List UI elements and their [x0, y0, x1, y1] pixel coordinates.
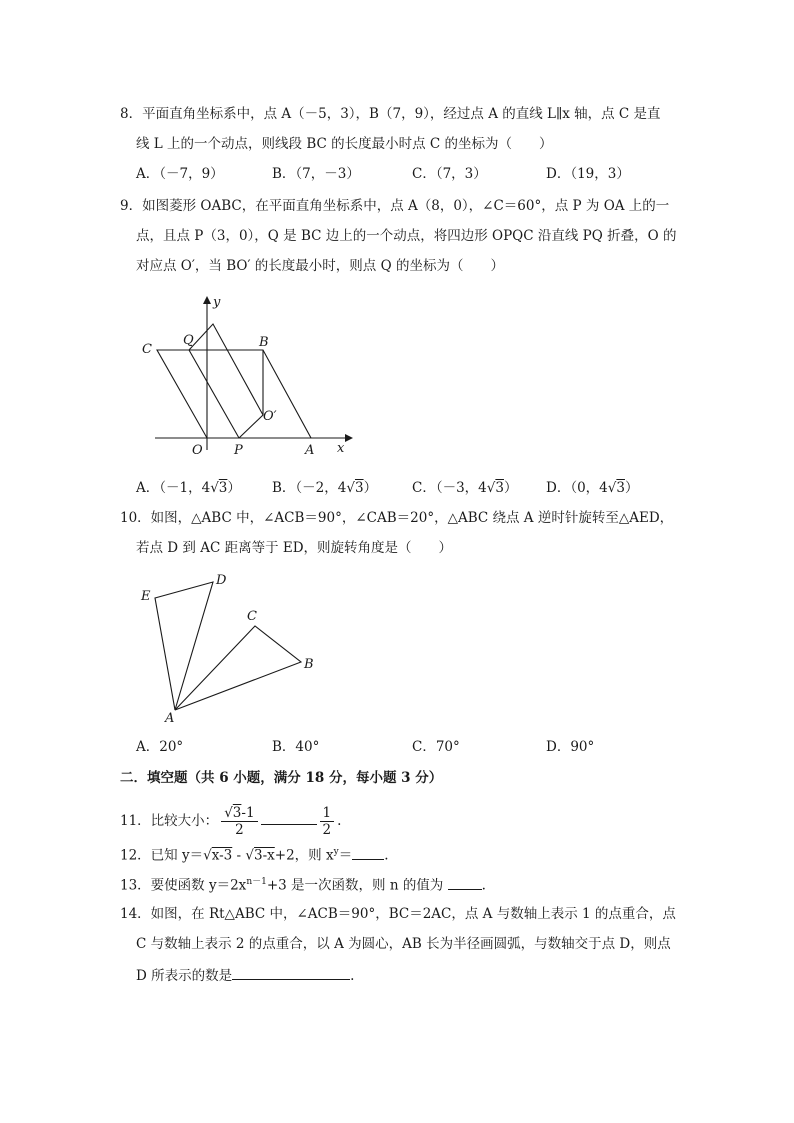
q12-pre: 12．已知 y＝ [120, 847, 204, 864]
label-o-prime: O′ [263, 409, 277, 424]
q10-option-b: B．40° [272, 739, 320, 755]
q9-option-a-post: ） [227, 480, 241, 496]
q14-line1: 14．如图，在 Rt△ABC 中，∠ACB＝90°，BC＝2AC，点 A 与数轴上表示 1 的点重合，点 [120, 906, 676, 922]
radical-sign: √ [607, 480, 617, 496]
radical-sign: √ [203, 847, 212, 864]
radical-sign: √ [486, 480, 496, 496]
q14-line3 [136, 966, 354, 986]
label-d: D [216, 573, 227, 588]
q9-option-d [546, 478, 638, 498]
radical-sign: √ [245, 847, 255, 864]
label-c: C [247, 609, 257, 624]
label-b: B [304, 657, 314, 672]
q9-option-b-pre: B．（－2，4 [272, 480, 347, 496]
q9-option-d-post: ） [624, 480, 639, 496]
label-p: P [234, 443, 243, 458]
q8-option-d: D．（19，3） [546, 166, 630, 182]
x-axis-arrow [345, 434, 353, 442]
q11-pre: 11．比较大小： [120, 813, 219, 829]
q14-line3-end: . [350, 968, 355, 984]
label-y: y [213, 295, 221, 310]
q11-fraction-right [320, 805, 335, 838]
label-q: Q [183, 333, 194, 348]
q13-post: +3 是一次函数，则 n 的值为 [266, 877, 444, 894]
q9-option-c-post: ） [503, 480, 518, 496]
q8-line1: 8．平面直角坐标系中，点 A（－5，3），B（7，9），经过点 A 的直线 L∥x 轴，点 C 是直 [120, 106, 661, 122]
q9-figure-rhombus [135, 290, 365, 460]
q12-end: . [384, 847, 389, 864]
label-x: x [337, 441, 345, 456]
q11-end: . [337, 813, 342, 829]
q11-frac1-den: 2 [235, 822, 244, 838]
q11 [120, 804, 341, 840]
q10-option-c: C．70° [412, 739, 460, 755]
q10-option-d: D．90° [546, 739, 595, 755]
q12-answer-blank[interactable] [352, 859, 384, 860]
label-c: C [142, 342, 152, 357]
label-b: B [259, 335, 269, 350]
q11-frac2-num: 1 [320, 805, 335, 822]
q10-figure-rotation [135, 566, 325, 726]
label-o: O [192, 443, 203, 458]
q9-option-a-pre: A．（－1，4 [136, 480, 211, 496]
q9-line2: 点，且点 P（3，0），Q 是 BC 边上的一个动点，将四边形 OPQC 沿直线 PQ 折叠，O 的 [136, 228, 677, 244]
q9-option-c-pre: C．（－3，4 [412, 480, 487, 496]
q13 [120, 872, 486, 896]
q9-option-c [412, 478, 517, 498]
q10-line2: 若点 D 到 AC 距离等于 ED，则旋转角度是（ ） [136, 540, 453, 556]
q13-end: . [481, 877, 486, 894]
folded-edges [189, 324, 263, 438]
segment-pq [189, 350, 239, 438]
q10-option-a: A．20° [136, 739, 184, 755]
q9-option-b-post: ） [363, 480, 378, 496]
q12-sup: y [333, 847, 339, 857]
triangle-acb [175, 626, 301, 710]
q9-option-c-rad: 3 [495, 480, 504, 496]
q9-option-d-rad: 3 [616, 480, 625, 496]
q9-line1: 9．如图菱形 OABC，在平面直角坐标系中，点 A（8，0），∠C＝60°，点 P 为 OA 上的一 [120, 198, 670, 214]
q8-option-b: B．（7，－3） [272, 166, 360, 182]
q13-sup: n－1 [246, 877, 267, 887]
q9-option-a [136, 478, 241, 498]
q12-tail: +2，则 x [274, 847, 334, 864]
q11-frac2-den: 2 [322, 822, 332, 838]
q13-pre: 13．要使函数 y＝2x [120, 877, 247, 894]
q11-frac1-num-tail: -1 [241, 805, 255, 821]
q8-option-c: C．（7，3） [412, 166, 487, 182]
q13-answer-blank[interactable] [448, 889, 482, 890]
q14-line2: C 与数轴上表示 2 的点重合，以 A 为圆心，AB 长为半径画圆弧，与数轴交于点 D，则点 [136, 936, 671, 952]
label-e: E [141, 589, 151, 604]
q14-answer-blank[interactable] [232, 979, 350, 980]
q9-option-a-rad: 3 [218, 480, 228, 496]
label-a: A [165, 711, 175, 726]
radical-sign: √ [224, 805, 233, 821]
q9-option-b [272, 478, 377, 498]
q12-post: ＝ [338, 847, 353, 864]
q12-rad2: 3-x [254, 847, 275, 864]
q11-frac1-rad: 3 [232, 805, 242, 821]
label-a: A [305, 443, 315, 458]
q11-fraction-left [221, 805, 257, 838]
q9-option-d-pre: D．（0，4 [546, 480, 608, 496]
q9-line3: 对应点 O′，当 BO′ 的长度最小时，则点 Q 的坐标为（ ） [136, 258, 504, 274]
q8-line2: 线 L 上的一个动点，则线段 BC 的长度最小时点 C 的坐标为（ ） [136, 136, 553, 152]
triangle-aed [155, 582, 213, 710]
radical-sign: √ [210, 480, 219, 496]
q14-line3-pre: D 所表示的数是 [136, 968, 233, 984]
y-axis-arrow [203, 296, 211, 304]
q12-mid: - [232, 847, 246, 864]
q8-option-a: A．（－7，9） [136, 166, 224, 182]
q12 [120, 842, 388, 866]
section-2-title: 二．填空题（共 6 小题，满分 18 分，每小题 3 分） [120, 770, 443, 786]
radical-sign: √ [346, 480, 355, 496]
q10-line1: 10．如图，△ABC 中，∠ACB＝90°，∠CAB＝20°，△ABC 绕点 A 逆时针旋转至△AED， [120, 510, 674, 526]
q12-rad1: x-3 [211, 847, 233, 864]
q9-option-b-rad: 3 [354, 480, 364, 496]
q11-answer-blank[interactable] [261, 824, 317, 825]
